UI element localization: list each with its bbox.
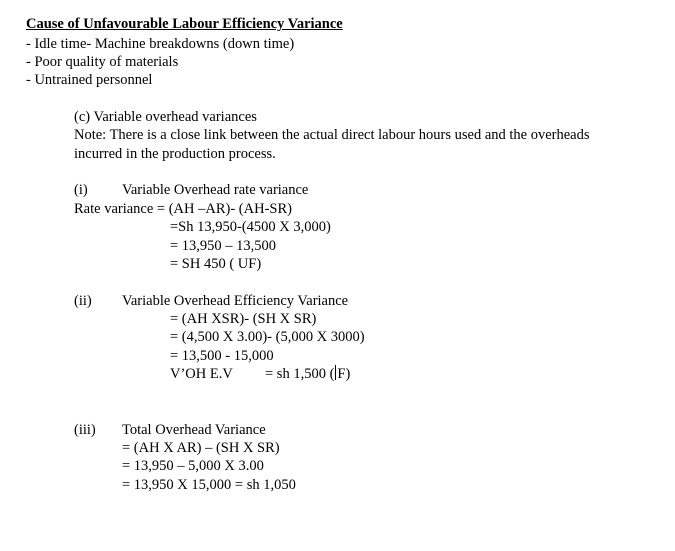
efficiency-variance-step3: = 13,500 - 15,000 xyxy=(170,348,274,364)
efficiency-variance-result-value-post: F) xyxy=(337,366,351,382)
rate-variance-formula: Rate variance = (AH –AR)- (AH-SR) xyxy=(74,201,292,217)
efficiency-variance-number: (ii) xyxy=(74,293,92,309)
heading: Cause of Unfavourable Labour Efficiency Variance xyxy=(26,16,343,32)
rate-variance-step1: =Sh 13,950-(4500 X 3,000) xyxy=(170,219,331,235)
total-variance-title: Total Overhead Variance xyxy=(122,422,266,438)
efficiency-variance-step2: = (4,500 X 3.00)- (5,000 X 3000) xyxy=(170,329,365,345)
rate-variance-result: = SH 450 ( UF) xyxy=(170,256,262,272)
section-c-title: (c) Variable overhead variances xyxy=(74,109,257,125)
section-c-note-line1: Note: There is a close link between the actual direct labour hours used and the overheads xyxy=(74,127,590,143)
total-variance-step2: = 13,950 – 5,000 X 3.00 xyxy=(122,458,264,474)
cause-item-poor-quality: - Poor quality of materials xyxy=(26,54,179,70)
efficiency-variance-result-label: V’OH E.V xyxy=(170,366,233,382)
rate-variance-number: (i) xyxy=(74,182,88,198)
efficiency-variance-result-value xyxy=(265,365,350,383)
section-c-note-line2: incurred in the production process. xyxy=(74,146,276,162)
efficiency-variance-result-value-pre: = sh 1,500 ( xyxy=(265,366,335,382)
total-variance-number: (iii) xyxy=(74,422,96,438)
efficiency-variance-step1: = (AH XSR)- (SH X SR) xyxy=(170,311,317,327)
rate-variance-title: Variable Overhead rate variance xyxy=(122,182,309,198)
total-variance-step1: = (AH X AR) – (SH X SR) xyxy=(122,440,280,456)
cause-item-idle-time: - Idle time- Machine breakdowns (down time) xyxy=(26,36,295,52)
total-variance-result: = 13,950 X 15,000 = sh 1,050 xyxy=(122,477,296,493)
efficiency-variance-title: Variable Overhead Efficiency Variance xyxy=(122,293,349,309)
cause-item-untrained: - Untrained personnel xyxy=(26,72,153,88)
rate-variance-step2: = 13,950 – 13,500 xyxy=(170,238,277,254)
